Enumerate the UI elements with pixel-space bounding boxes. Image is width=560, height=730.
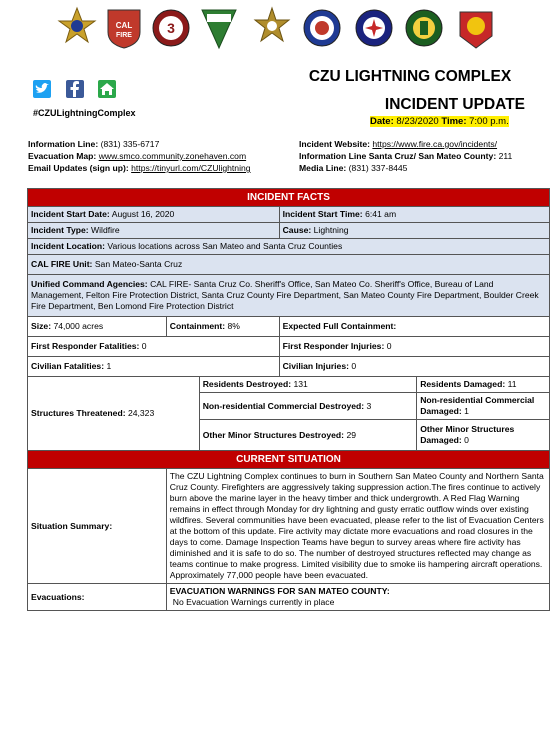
expected-full-containment: Expected Full Containment: <box>279 317 549 337</box>
info-line-phone: (831) 335-6717 <box>100 139 160 149</box>
incident-size: Size: 74,000 acres <box>28 317 167 337</box>
info-left: Information Line: (831) 335-6717 Evacuation Map: www.smco.community.zonehaven.com Email Updates (sign up): https://tinyurl.com/CZUlightning <box>28 139 251 173</box>
situation-summary-text: The CZU Lightning Complex continues to burn in Southern San Mateo County and Northern Santa Cruz County. Firefighters are aggressively taking suppression action.The fires continue to actively burn above the marine layer in the heavy timber and thick undergrowth. A Red Flag Warning remains in effect through Monday for dry lightning and gusty erratic outflow winds over existing wildfires. Several communities have been evacuated, please refer to the list of Evacuation Centers at the bottom of this update. Fire activity may dictate more evacuations and road closures in the days to come. Damage Inspection Teams have begun to survey areas where fire activity has diminished and it is safe to do so. The number of destroyed structures reflected may change as teams continue to make progress. Limited visibility due to smoke iis hampering aircraft operations. <box>169 471 544 569</box>
evacuation-warnings-text: No Evacuation Warnings currently in place <box>172 597 335 607</box>
evacuations <box>166 584 549 611</box>
cal-fire-badge-icon <box>104 6 144 50</box>
email-updates-link[interactable]: https://tinyurl.com/CZUlightning <box>131 163 251 173</box>
unified-command-agencies: Unified Command Agencies: CAL FIRE- Santa Cruz Co. Sheriff's Office, San Mateo Co. Sheriff's Office, Bureau of Land Management, Felton Fire Protection District, Santa Cruz County Fire Department, San Mateo County Fire Department, Boulder Creek Fire Department, Ben Lomond Fire Protection District <box>28 275 550 317</box>
report-subtitle: INCIDENT UPDATE <box>384 96 525 113</box>
civilian-injuries: Civilian Injuries: 0 <box>279 357 549 377</box>
incident-website-link[interactable]: https://www.fire.ca.gov/incidents/ <box>372 139 498 149</box>
felton-fire-badge-icon <box>302 6 342 50</box>
fire-department-badge-icon <box>354 6 394 50</box>
situation-summary <box>166 469 549 584</box>
time-value: 7:00 p.m. <box>469 116 509 127</box>
first-responder-injuries: First Responder Injuries: 0 <box>279 337 549 357</box>
date-label: Date: <box>370 116 394 127</box>
forest-service-badge-icon <box>199 6 239 50</box>
situation-summary-label: Situation Summary: <box>28 469 167 584</box>
info-line-211: 211 <box>498 151 513 161</box>
incident-start-time: Incident Start Time: 6:41 am <box>279 207 549 223</box>
svg-text:CAL: CAL <box>115 21 133 30</box>
ben-lomond-fire-badge-icon <box>456 6 496 50</box>
date-value: 8/23/2020 <box>396 116 439 127</box>
current-situation-header: CURRENT SITUATION <box>28 451 550 469</box>
incident-facts-header: INCIDENT FACTS <box>28 189 550 207</box>
first-responder-fatalities: First Responder Fatalities: 0 <box>28 337 280 357</box>
time-label: Time: <box>441 116 467 127</box>
evacuation-map-link[interactable]: www.smco.community.zonehaven.com <box>98 151 247 161</box>
residents-damaged: Residents Damaged: 11 <box>417 377 550 393</box>
star-badge-icon <box>57 6 97 50</box>
agency-logo-row <box>0 6 560 56</box>
evacuated-count-text: Approximately 77,000 people have been evacuated. <box>169 570 369 580</box>
containment: Containment: 8% <box>166 317 279 337</box>
twitter-icon[interactable] <box>33 80 51 98</box>
santa-cruz-fire-badge-icon <box>404 6 444 50</box>
svg-text:3: 3 <box>167 20 175 36</box>
incident-cause: Cause: Lightning <box>279 223 549 239</box>
nonresidential-damaged: Non-residential Commercial Damaged: 1 <box>417 393 550 420</box>
evacuations-label: Evacuations: <box>28 584 167 611</box>
cal-fire-unit: CAL FIRE Unit: San Mateo-Santa Cruz <box>28 255 550 275</box>
civilian-fatalities: Civilian Fatalities: 1 <box>28 357 280 377</box>
hashtag: #CZULightningComplex <box>33 108 136 118</box>
incident-start-date: Incident Start Date: August 16, 2020 <box>28 207 280 223</box>
svg-text:FIRE: FIRE <box>116 32 132 39</box>
other-structures-damaged: Other Minor Structures Damaged: 0 <box>417 420 550 451</box>
residents-destroyed: Residents Destroyed: 131 <box>199 377 416 393</box>
nextdoor-home-icon[interactable] <box>98 80 116 98</box>
evacuation-warnings-heading: EVACUATION WARNINGS FOR SAN MATEO COUNTY: <box>169 586 390 596</box>
structures-threatened: Structures Threatened: 24,323 <box>28 377 200 451</box>
incident-type: Incident Type: Wildfire <box>28 223 280 239</box>
report-title: CZU LIGHTNING COMPLEX <box>308 68 512 85</box>
other-structures-destroyed: Other Minor Structures Destroyed: 29 <box>199 420 416 451</box>
district3-badge-icon <box>151 6 191 50</box>
info-right: Incident Website: https://www.fire.ca.gov/incidents/ Information Line Santa Cruz/ San Mateo County: 211 Media Line: (831) 337-8445 <box>299 139 513 173</box>
report-date-time <box>370 116 509 127</box>
incident-location: Incident Location: Various locations across San Mateo and Santa Cruz Counties <box>28 239 550 255</box>
media-line: (831) 337-8445 <box>348 163 408 173</box>
sheriff-star-badge-icon <box>252 6 292 50</box>
facebook-icon[interactable] <box>66 80 84 98</box>
incident-facts-table <box>27 188 550 611</box>
nonresidential-destroyed: Non-residential Commercial Destroyed: 3 <box>199 393 416 420</box>
